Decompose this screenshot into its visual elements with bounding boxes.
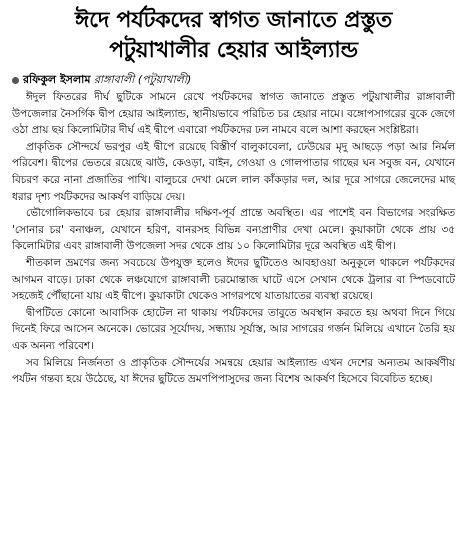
byline-author: রফিকুল ইসলাম: [23, 73, 91, 86]
bullet-icon: [12, 77, 19, 84]
paragraph-3: ভৌগোলিকভাবে চর হেয়ার রাঙ্গাবালীর দক্ষিণ-পূর্ব প্রান্তে অবস্থিত। এর পাশেই বন বিভাগের সংরক্ষিত 'সোনার চর' বনাঞ্চল, যেখানে হরিণ, বানরসহ বিভিন্ন বন্যপ্রাণীর দেখা মেলে। কুয়াকাটা থেকে প্রায় ৩৫ কিলোমিটার এবং রাঙ্গাবালী উপজেলা সদর থেকে প্রায় ১০ কিলোমিটার দূরে অবস্থিত এই দ্বীপ।: [12, 207, 455, 253]
paragraph-4: শীতকাল ভ্রমণের জন্য সবচেয়ে উপযুক্ত হলেও ঈদের ছুটিতেও আবহাওয়া অনুকূলে থাকলে পর্যটকদের আগমন বাড়ে। ঢাকা থেকে লঞ্চযোগে রাঙ্গাবালী চরমোন্তাজ ঘাটে এসে সেখান থেকে ট্রলার বা স্পিডবোটে সহজেই পৌঁছানো যায় এই দ্বীপে। কুয়াকাটা থেকেও সাগরপথে যাতায়াতের ব্যবস্থা রয়েছে।: [12, 256, 455, 303]
byline-location: রাঙ্গাবালী (পটুয়াখালী): [93, 73, 192, 86]
article-body: [12, 89, 455, 388]
headline-line-1: ঈদে পর্যটকদের স্বাগত জানাতে প্রস্তুত: [75, 8, 392, 33]
paragraph-2: প্রাকৃতিক সৌন্দর্যে ভরপুর এই দ্বীপে রয়েছে বিস্তীর্ণ বালুকাবেলা, ঢেউয়ের মৃদু আছড়ে পড়া আর নির্মল পরিবেশ। দ্বীপের ভেতরে রয়েছে ঝাউ, কেওড়া, বাইন, গেওয়া ও গোলপাতার গাছের ঘন সবুজ বন, যেখানে বিচরণ করে নানা প্রজাতির পাখি। বালুচরে দেখা মেলে লাল কাঁকড়ার দল, আর দূরে সাগরে জেলেদের মাছ ধরার দৃশ্য পর্যটকদের আকর্ষণ বাড়িয়ে দেয়।: [12, 140, 455, 203]
paragraph-5: দ্বীপটিতে কোনো আবাসিক হোটেল না থাকায় পর্যটকদের তাবুতে অবস্থান করতে হয় অথবা দিনে গিয়ে দিনেই ফিরে আসেন অনেকে। ভোরের সূর্যোদয়, সন্ধ্যায় সূর্যাস্ত, আর সাগরের গর্জন মিলিয়ে এখানে তৈরি হয় এক অনন্য পরিবেশ।: [12, 306, 455, 352]
paragraph-1: ঈদুল ফিতরের দীর্ঘ ছুটিকে সামনে রেখে পর্যটকদের স্বাগত জানাতে প্রস্তুত পটুয়াখালীর রাঙ্গাবালী উপজেলার নৈসর্গিক দ্বীপ হেয়ার আইল্যান্ড, স্থানীয়ভাবে পরিচিত চর হেয়ার নামে। বঙ্গোপসাগরের বুকে জেগে ওঠা প্রায় ছয় কিলোমিটার দীর্ঘ এই দ্বীপে এবারো পর্যটকদের ঢল নামবে বলে আশা করছেন সংশ্লিষ্টরা।: [12, 91, 455, 137]
byline: [12, 72, 455, 88]
headline-line-2: পটুয়াখালীর হেয়ার আইল্যান্ড: [109, 38, 358, 63]
headline: [12, 6, 455, 66]
paragraph-6: সব মিলিয়ে নির্জনতা ও প্রাকৃতিক সৌন্দর্যের সমন্বয়ে হেয়ার আইল্যান্ড এখন দেশের অন্যতম আকর্ষণীয় পর্যটন গন্তব্য হয়ে উঠেছে, যা ঈদের ছুটিতে ভ্রমণপিপাসুদের জন্য বিশেষ আকর্ষণ হিসেবে বিবেচিত হচ্ছে।: [12, 356, 455, 386]
